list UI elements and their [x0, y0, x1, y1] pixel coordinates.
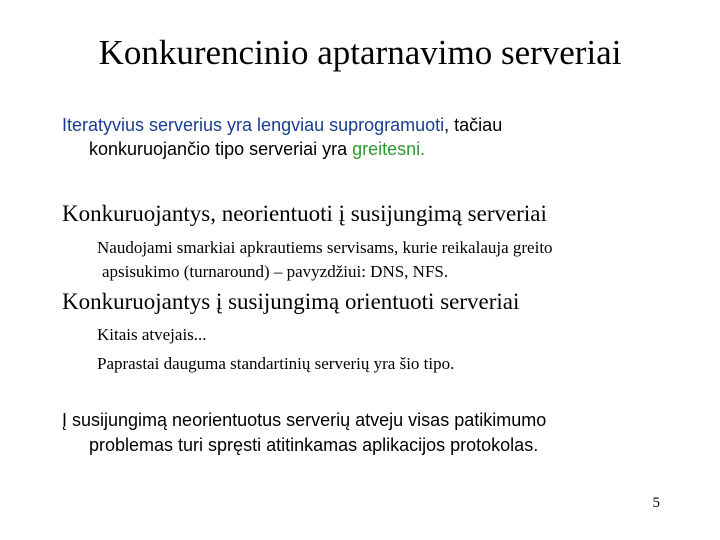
section-item-other-cases: Kitais atvejais...	[97, 325, 207, 344]
section-heading-connectionless: Konkuruojantys, neorientuoti į susijungimą serveriai	[62, 201, 547, 226]
intro-text: , tačiau	[444, 115, 503, 135]
outro-line-1: Į susijungimą neorientuotus serverių atveju visas patikimumo	[62, 410, 547, 430]
section-text-line-1: Naudojami smarkiai apkrautiems servisams, kurie reikalauja greito	[97, 238, 553, 257]
section-item-standard-servers: Paprastai dauguma standartinių serverių yra šio tipo.	[97, 354, 455, 373]
slide-title: Konkurencinio aptarnavimo serveriai	[98, 33, 622, 72]
section-text-connectionless	[97, 236, 697, 284]
intro-text-2: konkuruojančio tipo serveriai yra	[89, 139, 353, 159]
intro-line-2	[62, 137, 672, 161]
section-text-line-2: apsisukimo (turnaround) – pavyzdžiui: DNS, NFS.	[102, 262, 449, 281]
intro-emphasis-faster: greitesni.	[352, 139, 426, 159]
outro-line-2: problemas turi spręsti atitinkamas aplikacijos protokolas.	[89, 435, 539, 455]
page-number: 5	[652, 495, 660, 511]
intro-paragraph	[62, 113, 672, 161]
section-heading-connection-oriented: Konkuruojantys į susijungimą orientuoti serveriai	[62, 289, 520, 314]
intro-emphasis-iterative: Iteratyvius serverius yra lengviau suprogramuoti	[62, 115, 445, 135]
outro-paragraph	[62, 408, 692, 458]
